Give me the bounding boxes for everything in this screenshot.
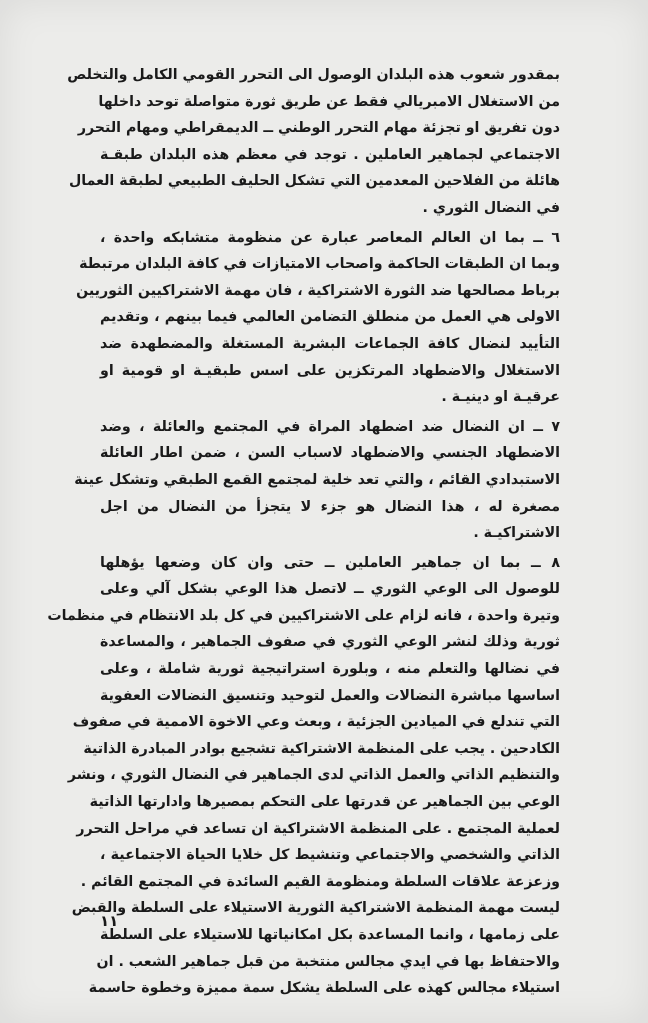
text-line: وزعزعة علاقات السلطة ومنظومة القيم السائدة في المجتمع القائم . [80, 873, 560, 890]
text-line: التي تندلع في الميادين الجزئية ، وبعث وعي الاخوة الاممية في صفوف [72, 714, 560, 731]
text-line: ٨ ــ بما ان جماهير العاملين ــ حتى وان كان وضعها يؤهلها [100, 554, 560, 571]
text-line: الوعي بين الجماهير عن قدرتها على التحكم بمصيرها وادارتها الذاتية [89, 794, 560, 811]
text-line: الكادحين . يجب على المنظمة الاشتراكية تشجيع بوادر المبادرة الذاتية [83, 740, 560, 757]
text-line: عرقيـة او دينيـة . [441, 389, 560, 406]
paragraph [76, 225, 560, 411]
text-line: ليست مهمة المنظمة الاشتراكية الثورية الاستيلاء على السلطة والقبض [71, 900, 560, 917]
text-line: على زمامها ، وانما المساعدة بكل امكانياتها للاستيلاء على السلطة [100, 927, 560, 943]
paragraph [74, 414, 560, 547]
text-line: ثورية وذلك لنشر الوعي الثوري في صفوف الجماهير ، والمساعدة [100, 634, 560, 651]
text-line: الاستبدادي القائم ، والتي تعد خلية لمجتمع القمع الطبقي وتشكل عينة [74, 471, 560, 488]
text-line: وبما ان الطبقات الحاكمة واصحاب الامتيازات في كافة البلدان مرتبطة [79, 256, 560, 273]
body-text [47, 62, 560, 1002]
text-line: للوصول الى الوعي الثوري ــ لاتصل هذا الوعي بشكل آلي وعلى [100, 581, 560, 598]
text-line: الاولى هي العمل من منطلق التضامن العالمي فيما بينهم ، وتقديم [100, 309, 560, 326]
text-line: اساسها مباشرة النضالات والعمل لتوحيد وتنسيق النضالات العفوية [100, 687, 560, 704]
text-line: مصغرة له ، هذا النضال هو جزء لا يتجزأ من النضال من اجل [100, 498, 560, 515]
text-line: برباط مصالحها ضد الثورة الاشتراكية ، فان مهمة الاشتراكيين الثوريين [76, 282, 560, 299]
text-line: في النضال الثوري . [422, 199, 560, 216]
text-line: والتنظيم الذاتي والعمل الذاتي لدى الجماهير في النضال الثوري ، ونشر [67, 767, 560, 784]
paragraph [47, 550, 560, 1002]
text-line: دون تفريق او تجزئة مهام التحرر الوطني ــ الديمقراطي ومهام التحرر [77, 120, 560, 137]
page-number: ١١ [100, 912, 119, 930]
text-line: الاجتماعي لجماهير العاملين . توجد في معظم هذه البلدان طبقـة [100, 146, 560, 163]
text-line: لعملية المجتمع . على المنظمة الاشتراكية ان تساعد في مراحل التحرر [76, 820, 560, 837]
text-line: من الاستغلال الامبريالي فقط عن طريق ثورة متواصلة توحد داخلها [98, 93, 560, 110]
text-line: التأييد لنضال كافة الجماعات البشرية المستغلة والمضطهدة ضد [100, 335, 560, 352]
text-line: الاشتراكيـة . [473, 525, 560, 542]
text-line: الذاتي والشخصي والاجتماعي وتنشيط كل خلايا الحياة الاجتماعية ، [100, 847, 560, 864]
text-line: ٧ ــ ان النضال ضد اضطهاد المراة في المجتمع والعائلة ، وضد [100, 418, 560, 435]
text-line: الاستغلال والاضطهاد المرتكزين على اسس طبقيـة او قومية او [100, 362, 560, 379]
text-line: ٦ ــ بما ان العالم المعاصر عبارة عن منظومة متشابكه واحدة ، [100, 229, 560, 246]
text-line: وتيرة واحدة ، فانه لزام على الاشتراكيين في كل بلد الانتظام في منظمات [47, 607, 560, 624]
text-line: هائلة من الفلاحين المعدمين التي تشكل الحليف الطبيعي لطبقة العمال [68, 173, 560, 190]
text-line: في نضالها والتعلم منه ، وبلورة استراتيجية ثورية شاملة ، وعلى [100, 661, 560, 678]
paragraph [67, 62, 560, 222]
text-line: الاضطهاد الجنسي والاضطهاد لاسباب السن ، ضمن اطار العائلة [100, 445, 560, 462]
text-line: بمقدور شعوب هذه البلدان الوصول الى التحرر القومي الكامل والتخلص [67, 67, 560, 83]
text-line: استيلاء مجالس كهذه على السلطة يشكل سمة مميزة وخطوة حاسمة [88, 980, 560, 997]
text-line: والاحتفاظ بها في ايدي مجالس منتخبة من قبل جماهير الشعب . ان [96, 953, 560, 970]
